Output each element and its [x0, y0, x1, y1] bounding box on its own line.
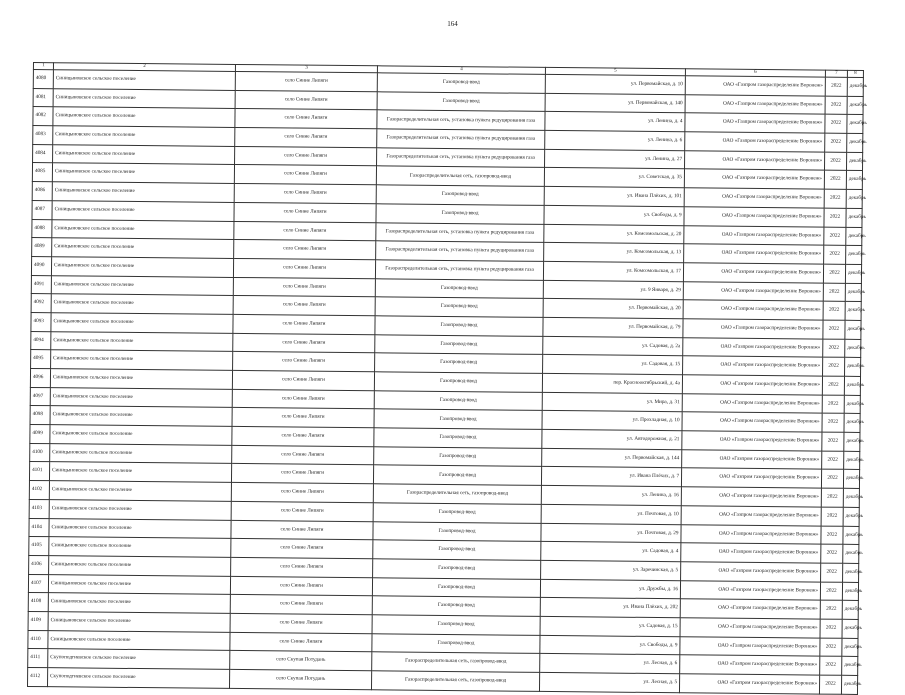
cell-address: ул. Ивана Плёхих, д. 101	[544, 187, 684, 207]
cell-year: 2022	[821, 507, 843, 526]
cell-locality: село Синие Липяги	[231, 483, 373, 503]
cell-object: Газопровод-ввод	[373, 521, 541, 541]
cell-year: 2022	[825, 77, 847, 96]
cell-year: 2022	[820, 638, 842, 657]
cell-year: 2022	[821, 544, 843, 563]
cell-locality: село Синие Липяги	[231, 557, 373, 577]
cell-month: декабрь	[845, 339, 861, 358]
cell-month: декабрь	[845, 320, 861, 339]
cell-settlement: Синицыновское сельское поселение	[48, 612, 230, 632]
cell-object: Газопровод-ввод	[377, 91, 545, 111]
cell-year: 2022	[823, 264, 845, 283]
cell-object: Газопровод-ввод	[373, 465, 541, 485]
cell-month: декабрь	[847, 133, 863, 152]
cell-month: декабрь	[846, 227, 862, 246]
cell-settlement: Синицыновское сельское поселение	[51, 275, 233, 295]
cell-object: Газораспределительная сеть, установка пункта редуцирования газа	[376, 222, 544, 242]
cell-number: 4101	[29, 462, 49, 481]
cell-number: 4110	[28, 630, 48, 649]
cell-number: 4087	[32, 200, 52, 219]
cell-organization: ОАО «Газпром газораспределение Воронеж»	[685, 76, 825, 96]
cell-month: декабрь	[847, 115, 863, 134]
cell-month: декабрь	[841, 675, 857, 694]
cell-locality: село Синие Липяги	[232, 389, 374, 409]
cell-settlement: Синицыновское сельское поселение	[48, 630, 230, 650]
cell-settlement: Синицыновское сельское поселение	[51, 294, 233, 314]
cell-address: пер. Краснооктябрьский, д. 4а	[542, 373, 682, 393]
cell-locality: село Синие Липяги	[235, 71, 377, 91]
cell-number: 4102	[29, 481, 49, 500]
cell-number: 4097	[30, 387, 50, 406]
cell-number: 4091	[31, 275, 51, 294]
cell-locality: село Синие Липяги	[234, 184, 376, 204]
cell-year: 2022	[825, 96, 847, 115]
cell-number: 4106	[29, 555, 49, 574]
cell-month: декабрь	[844, 395, 860, 414]
cell-object: Газопровод-ввод	[373, 559, 541, 579]
cell-settlement: Синицыновское сельское поселение	[52, 219, 234, 239]
cell-month: декабрь	[843, 563, 859, 582]
cell-number: 4104	[29, 518, 49, 537]
cell-month: декабрь	[842, 582, 858, 601]
cell-month: декабрь	[846, 189, 862, 208]
cell-locality: село Синие Липяги	[234, 202, 376, 222]
cell-settlement: Синицыновское сельское поселение	[49, 556, 231, 576]
cell-year: 2022	[823, 339, 845, 358]
document-sheet	[27, 62, 868, 688]
cell-address: ул. Ленина, д. 27	[545, 149, 685, 169]
cell-year: 2022	[824, 171, 846, 190]
cell-object: Газопровод-ввод	[375, 353, 543, 373]
cell-object: Газораспределительная сеть, газопровод-ввод	[376, 166, 544, 186]
cell-organization: ОАО «Газпром газораспределение Воронеж»	[682, 449, 822, 469]
cell-organization: ОАО «Газпром газораспределение Воронеж»	[683, 300, 823, 320]
cell-month: декабрь	[843, 507, 859, 526]
cell-month: декабрь	[843, 526, 859, 545]
cell-locality: село Синие Липяги	[230, 595, 372, 615]
cell-organization: ОАО «Газпром газораспределение Воронеж»	[684, 169, 824, 189]
cell-object: Газопровод-ввод	[374, 428, 542, 448]
cell-organization: ОАО «Газпром газораспределение Воронеж»	[684, 207, 824, 227]
cell-month: декабрь	[845, 283, 861, 302]
cell-month: декабрь	[843, 544, 859, 563]
cell-settlement: Синицыновское сельское поселение	[53, 70, 235, 90]
cell-address: ул. Ивана Плёхих, д. 7	[541, 467, 681, 487]
cell-organization: ОАО «Газпром газораспределение Воронеж»	[683, 337, 823, 357]
cell-number: 4080	[33, 70, 53, 89]
cell-settlement: Синицыновское сельское поселение	[53, 107, 235, 127]
cell-object: Газопровод-ввод	[375, 334, 543, 354]
cell-settlement: Синицыновское сельское поселение	[52, 182, 234, 202]
cell-year: 2022	[821, 563, 843, 582]
cell-number: 4092	[31, 294, 51, 313]
cell-settlement: Синицыновское сельское поселение	[49, 462, 231, 482]
cell-locality: село Синие Липяги	[234, 165, 376, 185]
cell-object: Газопровод-ввод	[372, 577, 540, 597]
cell-object: Газораспределительная сеть, установка пункта редуцирования газа	[375, 260, 543, 280]
cell-number: 4108	[28, 593, 48, 612]
cell-organization: ОАО «Газпром газораспределение Воронеж»	[683, 356, 823, 376]
cell-year: 2022	[824, 189, 846, 208]
cell-organization: ОАО «Газпром газораспределение Воронеж»	[683, 319, 823, 339]
cell-locality: село Синие Липяги	[234, 240, 376, 260]
cell-organization: ОАО «Газпром газораспределение Воронеж»	[685, 94, 825, 114]
cell-month: декабрь	[845, 358, 861, 377]
gasification-table	[27, 62, 868, 695]
cell-number: 4109	[28, 611, 48, 630]
cell-organization: ОАО «Газпром газораспределение Воронеж»	[681, 524, 821, 544]
cell-address: ул. Комсомольская, д. 17	[543, 261, 683, 281]
cell-locality: село Синие Липяги	[234, 221, 376, 241]
cell-organization: ОАО «Газпром газораспределение Воронеж»	[684, 244, 824, 264]
cell-organization: ОАО «Газпром газораспределение Воронеж»	[682, 393, 822, 413]
cell-settlement: Синицыновское сельское поселение	[50, 369, 232, 389]
cell-organization: ОАО «Газпром газораспределение Воронеж»	[681, 506, 821, 526]
cell-address: ул. Прохладная, д. 10	[542, 411, 682, 431]
cell-number: 4105	[29, 537, 49, 556]
cell-address: ул. Ленина, д. 16	[541, 486, 681, 506]
cell-organization: ОАО «Газпром газораспределение Воронеж»	[682, 431, 822, 451]
cell-address: ул. Мира, д. 31	[542, 392, 682, 412]
cell-object: Газопровод-ввод	[372, 615, 540, 635]
cell-settlement: Синицыновское сельское поселение	[51, 350, 233, 370]
cell-locality: село Синие Липяги	[231, 464, 373, 484]
cell-number: 4082	[33, 107, 53, 126]
cell-organization: ОАО «Газпром газораспределение Воронеж»	[682, 412, 822, 432]
cell-object: Газораспределительная сеть, установка пункта редуцирования газа	[376, 241, 544, 261]
cell-locality: село Синие Липяги	[230, 632, 372, 652]
cell-locality: село Синие Липяги	[232, 426, 374, 446]
cell-address: ул. Первомайская, д. 140	[545, 93, 685, 113]
cell-organization: ОАО «Газпром газораспределение Воронеж»	[685, 151, 825, 171]
cell-address: ул. Комсомольская, д. 13	[544, 243, 684, 263]
cell-object: Газопровод-ввод	[377, 73, 545, 93]
cell-year: 2022	[824, 152, 846, 171]
cell-object: Газопровод-ввод	[373, 540, 541, 560]
cell-object: Газопровод-ввод	[375, 316, 543, 336]
cell-address: ул. Первомайская, д. 20	[543, 299, 683, 319]
cell-settlement: Скупоподгиевское сельское поселение	[48, 668, 230, 688]
cell-settlement: Синицыновское сельское поселение	[53, 144, 235, 164]
cell-locality: село Синие Липяги	[235, 90, 377, 110]
cell-locality: село Синие Липяги	[233, 314, 375, 334]
cell-address: ул. Ленина, д. 4	[545, 112, 685, 132]
cell-locality: село Синие Липяги	[231, 520, 373, 540]
cell-number: 4095	[31, 350, 51, 369]
cell-number: 4081	[33, 88, 53, 107]
cell-year: 2022	[825, 114, 847, 133]
cell-locality: село Синие Липяги	[233, 296, 375, 316]
column-header: 3	[235, 64, 377, 72]
cell-address: ул. Дружбы, д. 16	[540, 579, 680, 599]
cell-organization: ОАО «Газпром газораспределение Воронеж»	[684, 225, 824, 245]
column-header: 1	[33, 63, 53, 70]
cell-locality: село Синие Липяги	[233, 352, 375, 372]
cell-month: декабрь	[842, 638, 858, 657]
cell-organization: ОАО «Газпром газораспределение Воронеж»	[681, 468, 821, 488]
cell-year: 2022	[824, 245, 846, 264]
cell-address: ул. Садовая, д. 15	[543, 355, 683, 375]
cell-locality: село Синие Липяги	[232, 408, 374, 428]
cell-object: Газораспределительная сеть, установка пункта редуцирования газа	[377, 148, 545, 168]
cell-month: декабрь	[844, 414, 860, 433]
cell-locality: село Синие Липяги	[231, 501, 373, 521]
cell-month: декабрь	[844, 451, 860, 470]
cell-year: 2022	[825, 133, 847, 152]
cell-month: декабрь	[846, 152, 862, 171]
cell-year: 2022	[823, 320, 845, 339]
cell-object: Газопровод-ввод	[375, 297, 543, 317]
cell-locality: село Синие Липяги	[233, 333, 375, 353]
cell-organization: ОАО «Газпром газораспределение Воронеж»	[683, 263, 823, 283]
cell-settlement: Синицыновское сельское поселение	[49, 518, 231, 538]
cell-settlement: Синицыновское сельское поселение	[53, 126, 235, 146]
cell-address: ул. Первомайская, д. 79	[543, 317, 683, 337]
cell-year: 2022	[819, 675, 841, 694]
cell-month: декабрь	[844, 432, 860, 451]
column-header: 7	[825, 70, 847, 77]
cell-number: 4085	[32, 163, 52, 182]
cell-address: ул. Садовая, д. 4	[541, 542, 681, 562]
cell-address: ул. Советская, д. 35	[544, 168, 684, 188]
cell-settlement: Синицыновское сельское поселение	[51, 313, 233, 333]
cell-month: декабрь	[843, 470, 859, 489]
cell-settlement: Синицыновское сельское поселение	[49, 499, 231, 519]
cell-address: ул. Лесная, д. 5	[539, 672, 679, 692]
cell-locality: село Синие Липяги	[232, 445, 374, 465]
cell-month: декабрь	[842, 619, 858, 638]
cell-object: Газопровод-ввод	[376, 204, 544, 224]
cell-number: 4111	[28, 649, 48, 668]
cell-locality: село Скупая Потудань	[230, 651, 372, 671]
cell-address: ул. Первомайская, д. 144	[542, 448, 682, 468]
cell-object: Газораспределительная сеть, газопровод-ввод	[372, 652, 540, 672]
cell-year: 2022	[820, 582, 842, 601]
cell-year: 2022	[821, 470, 843, 489]
cell-locality: село Синие Липяги	[231, 539, 373, 559]
cell-settlement: Синицыновское сельское поселение	[52, 163, 234, 183]
cell-address: ул. Садовая, д. 15	[540, 616, 680, 636]
cell-object: Газопровод-ввод	[372, 633, 540, 653]
cell-object: Газопровод-ввод	[374, 390, 542, 410]
cell-month: декабрь	[845, 302, 861, 321]
cell-year: 2022	[822, 432, 844, 451]
cell-year: 2022	[823, 357, 845, 376]
cell-organization: ОАО «Газпром газораспределение Воронеж»	[683, 281, 823, 301]
cell-year: 2022	[824, 208, 846, 227]
cell-settlement: Синицыновское сельское поселение	[50, 443, 232, 463]
column-header: 8	[847, 70, 863, 77]
cell-object: Газопровод-ввод	[374, 372, 542, 392]
cell-address: ул. Автодорожная, д. 21	[542, 429, 682, 449]
cell-month: декабрь	[847, 77, 863, 96]
cell-locality: село Синие Липяги	[232, 370, 374, 390]
cell-settlement: Синицыновское сельское поселение	[50, 387, 232, 407]
page-number: 164	[447, 20, 458, 28]
cell-number: 4096	[30, 368, 50, 387]
cell-number: 4103	[29, 499, 49, 518]
cell-year: 2022	[824, 227, 846, 246]
cell-locality: село Синие Липяги	[235, 109, 377, 129]
cell-number: 4112	[28, 667, 48, 686]
cell-object: Газораспределительная сеть, газопровод-ввод	[373, 484, 541, 504]
cell-settlement: Синицыновское сельское поселение	[50, 406, 232, 426]
cell-settlement: Синицыновское сельское поселение	[52, 201, 234, 221]
cell-settlement: Скупоподгиевское сельское поселение	[48, 649, 230, 669]
cell-number: 4089	[32, 238, 52, 257]
cell-organization: ОАО «Газпром газораспределение Воронеж»	[680, 618, 820, 638]
cell-month: декабрь	[844, 376, 860, 395]
cell-organization: ОАО «Газпром газораспределение Воронеж»	[680, 580, 820, 600]
cell-year: 2022	[822, 413, 844, 432]
cell-settlement: Синицыновское сельское поселение	[53, 88, 235, 108]
cell-number: 4088	[32, 219, 52, 238]
cell-year: 2022	[822, 451, 844, 470]
cell-number: 4100	[30, 443, 50, 462]
cell-address: ул. Ленина, д. 6	[545, 130, 685, 150]
column-header: 5	[545, 67, 685, 75]
cell-locality: село Скупая Потудань	[229, 669, 371, 689]
cell-number: 4084	[33, 144, 53, 163]
cell-locality: село Синие Липяги	[235, 128, 377, 148]
cell-address: ул. Комсомольская, д. 20	[544, 224, 684, 244]
cell-organization: ОАО «Газпром газораспределение Воронеж»	[680, 599, 820, 619]
cell-month: декабрь	[842, 601, 858, 620]
cell-settlement: Синицыновское сельское поселение	[50, 425, 232, 445]
cell-settlement: Синицыновское сельское поселение	[51, 257, 233, 277]
cell-year: 2022	[820, 619, 842, 638]
cell-year: 2022	[823, 301, 845, 320]
cell-settlement: Синицыновское сельское поселение	[49, 537, 231, 557]
table-body	[28, 70, 868, 695]
cell-year: 2022	[820, 656, 842, 675]
cell-object: Газораспределительная сеть, установка пункта редуцирования газа	[377, 110, 545, 130]
cell-organization: ОАО «Газпром газораспределение Воронеж»	[679, 674, 819, 694]
cell-settlement: Синицыновское сельское поселение	[48, 593, 230, 613]
cell-locality: село Синие Липяги	[233, 258, 375, 278]
cell-object: Газопровод-ввод	[376, 185, 544, 205]
cell-month: декабрь	[842, 657, 858, 676]
cell-settlement: Синицыновское сельское поселение	[48, 574, 230, 594]
cell-organization: ОАО «Газпром газораспределение Воронеж»	[681, 562, 821, 582]
cell-organization: ОАО «Газпром газораспределение Воронеж»	[682, 375, 822, 395]
cell-address: ул. Лесная, д. 6	[540, 654, 680, 674]
cell-organization: ОАО «Газпром газораспределение Воронеж»	[680, 636, 820, 656]
cell-organization: ОАО «Газпром газораспределение Воронеж»	[680, 655, 820, 675]
cell-month: декабрь	[847, 96, 863, 115]
cell-settlement: Синицыновское сельское поселение	[49, 481, 231, 501]
cell-address: ул. Почтовая, д. 29	[541, 523, 681, 543]
cell-object: Газопровод-ввод	[375, 278, 543, 298]
column-header: 2	[53, 63, 235, 72]
cell-organization: ОАО «Газпром газораспределение Воронеж»	[685, 132, 825, 152]
cell-address: ул. Заречинская, д. 5	[541, 560, 681, 580]
cell-number: 4093	[31, 312, 51, 331]
cell-month: декабрь	[843, 488, 859, 507]
cell-year: 2022	[821, 488, 843, 507]
cell-address: ул. Ивана Плёхих, д. 202	[540, 598, 680, 618]
cell-address: ул. Почтовая, д. 10	[541, 504, 681, 524]
cell-month: декабрь	[846, 245, 862, 264]
cell-year: 2022	[822, 395, 844, 414]
cell-object: Газораспределительная сеть, установка пункта редуцирования газа	[377, 129, 545, 149]
cell-address: ул. Садовая, д. 2а	[543, 336, 683, 356]
cell-locality: село Синие Липяги	[230, 613, 372, 633]
cell-organization: ОАО «Газпром газораспределение Воронеж»	[681, 487, 821, 507]
cell-number: 4094	[31, 331, 51, 350]
cell-organization: ОАО «Газпром газораспределение Воронеж»	[685, 113, 825, 133]
cell-number: 4086	[32, 182, 52, 201]
cell-number: 4083	[33, 126, 53, 145]
cell-object: Газопровод-ввод	[374, 409, 542, 429]
cell-settlement: Синицыновское сельское поселение	[51, 331, 233, 351]
cell-year: 2022	[821, 526, 843, 545]
cell-address: ул. Свободы, д. 9	[544, 205, 684, 225]
cell-address: ул. Первомайская, д. 10	[545, 74, 685, 94]
cell-organization: ОАО «Газпром газораспределение Воронеж»	[684, 188, 824, 208]
cell-address: ул. Свободы, д. 9	[540, 635, 680, 655]
cell-number: 4107	[28, 574, 48, 593]
cell-month: декабрь	[846, 171, 862, 190]
cell-object: Газораспределительная сеть, газопровод-ввод	[371, 671, 539, 691]
cell-number: 4099	[30, 425, 50, 444]
cell-locality: село Синие Липяги	[233, 277, 375, 297]
cell-locality: село Синие Липяги	[230, 576, 372, 596]
cell-year: 2022	[823, 283, 845, 302]
cell-object: Газопровод-ввод	[372, 596, 540, 616]
cell-year: 2022	[822, 376, 844, 395]
column-header: 4	[377, 66, 545, 75]
cell-object: Газопровод-ввод	[373, 503, 541, 523]
cell-settlement: Синицыновское сельское поселение	[52, 238, 234, 258]
cell-object: Газопровод-ввод	[374, 447, 542, 467]
cell-year: 2022	[820, 600, 842, 619]
cell-organization: ОАО «Газпром газораспределение Воронеж»	[681, 543, 821, 563]
cell-month: декабрь	[846, 208, 862, 227]
cell-number: 4090	[31, 256, 51, 275]
cell-month: декабрь	[845, 264, 861, 283]
column-header: 6	[685, 69, 825, 77]
cell-address: ул. 9 Января, д. 29	[543, 280, 683, 300]
cell-number: 4098	[30, 406, 50, 425]
cell-locality: село Синие Липяги	[235, 146, 377, 166]
